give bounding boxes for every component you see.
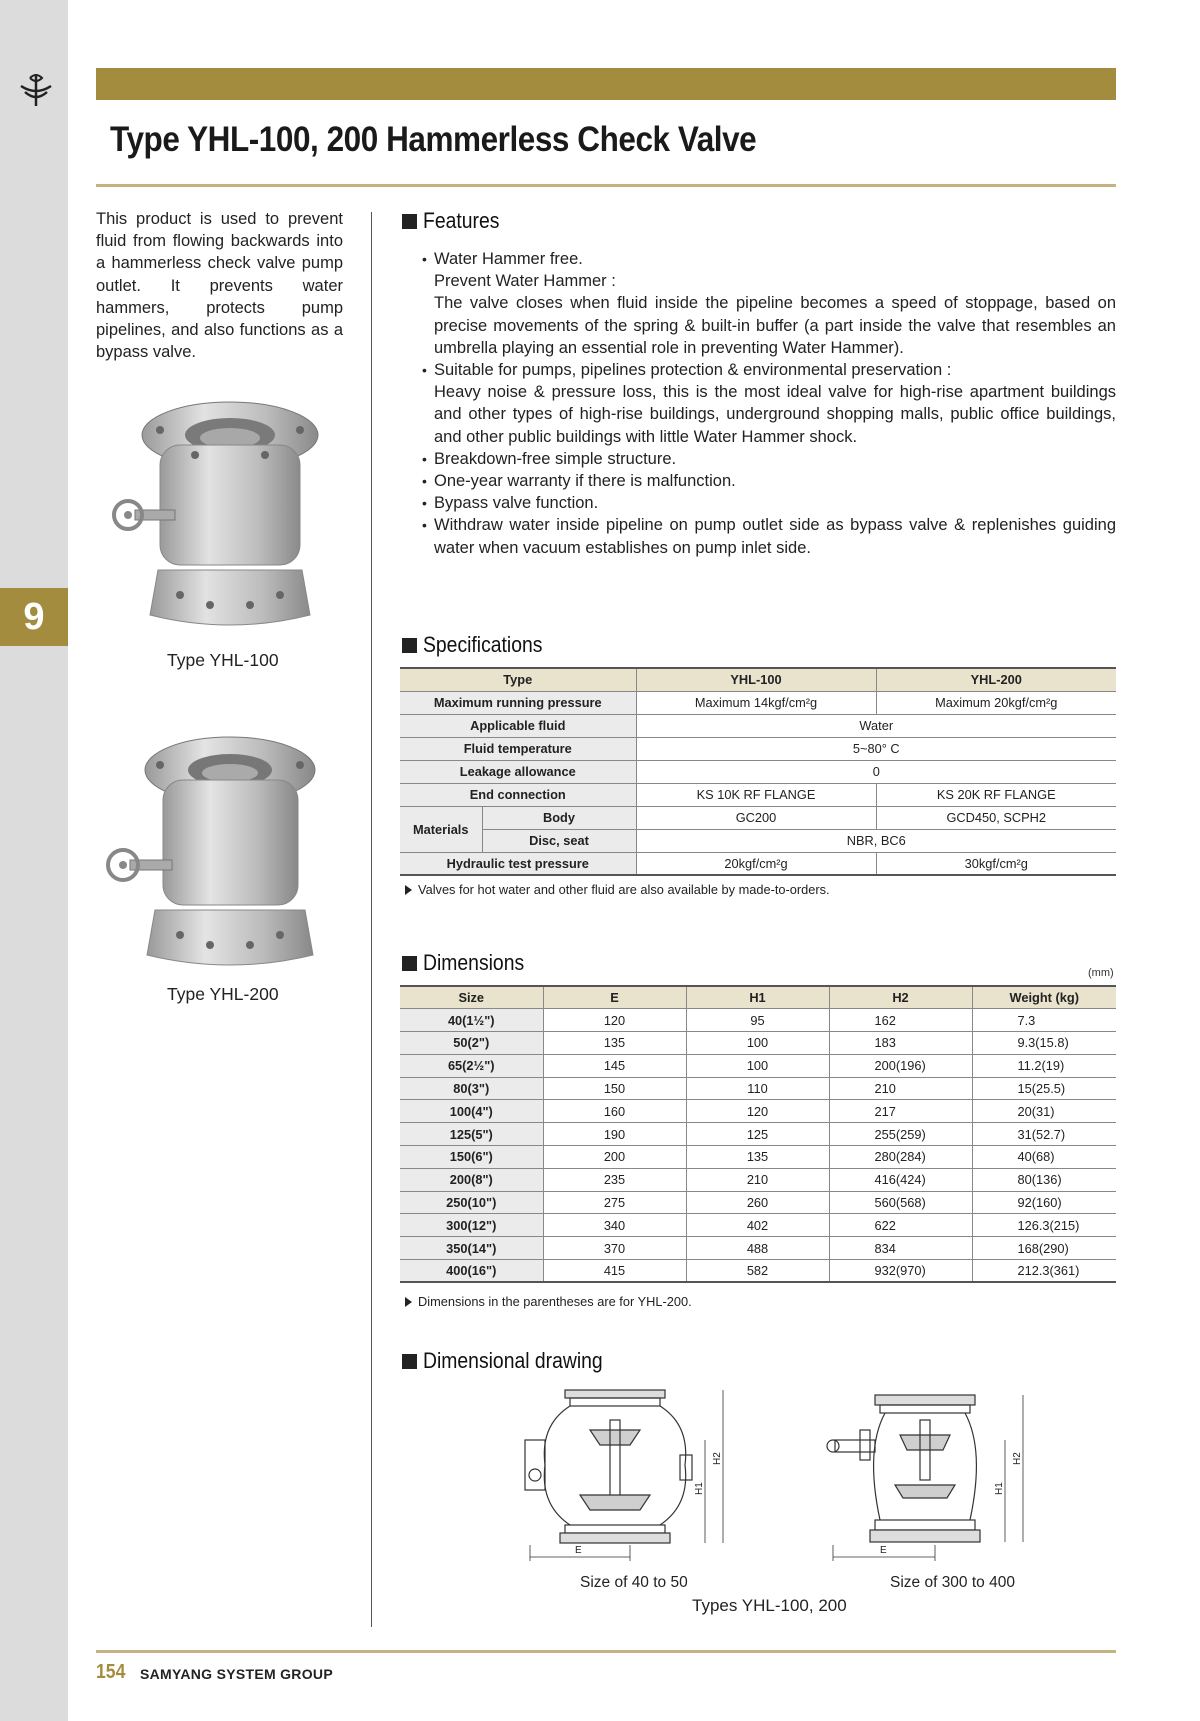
row-label: Maximum running pressure [400, 691, 636, 714]
table-row [400, 1214, 1116, 1237]
table-cell: 582 [686, 1260, 829, 1283]
table-cell: 200 [543, 1146, 686, 1169]
row-label-materials: Materials [400, 806, 482, 852]
company-name: SAMYANG SYSTEM GROUP [140, 1666, 333, 1682]
table-row [400, 783, 1116, 806]
company-logo-icon [17, 70, 55, 108]
feature-item: • Suitable for pumps, pipelines protection & environmental preservation : [423, 359, 1116, 381]
header-yhl-200: YHL-200 [876, 668, 1116, 691]
table-cell: 212.3(361) [972, 1260, 1116, 1283]
valve-yhl-200-image [105, 735, 330, 970]
label-h1: H1 [994, 1482, 1005, 1495]
table-cell: 110 [686, 1077, 829, 1100]
row-label: End connection [400, 783, 636, 806]
feature-item: • Bypass valve function. [423, 492, 1116, 514]
size-cell: 350(14") [400, 1237, 543, 1260]
table-row [400, 1054, 1116, 1077]
table-row [400, 737, 1116, 760]
row-label: Fluid temperature [400, 737, 636, 760]
size-cell: 100(4") [400, 1100, 543, 1123]
size-cell: 300(12") [400, 1214, 543, 1237]
table-cell: KS 20K RF FLANGE [876, 783, 1116, 806]
table-row [400, 1009, 1116, 1032]
table-cell: 622 [829, 1214, 972, 1237]
row-label: Body [482, 806, 636, 829]
table-cell: 100 [686, 1054, 829, 1077]
bullet-square-icon [402, 1354, 417, 1369]
size-cell: 65(2½") [400, 1054, 543, 1077]
table-cell: NBR, BC6 [636, 829, 1116, 852]
table-cell: 5~80° C [636, 737, 1116, 760]
table-row [400, 806, 1116, 829]
table-cell: 9.3(15.8) [972, 1032, 1116, 1055]
column-header: Weight (kg) [972, 986, 1116, 1009]
specifications-heading: Specifications [402, 632, 559, 658]
chapter-tab: 9 [0, 588, 68, 646]
header-bar [96, 68, 1116, 100]
size-cell: 50(2") [400, 1032, 543, 1055]
caption-yhl-100: Type YHL-100 [167, 650, 279, 670]
table-cell: 135 [543, 1032, 686, 1055]
table-cell: 125 [686, 1123, 829, 1146]
table-cell: 370 [543, 1237, 686, 1260]
feature-item: • Water Hammer free. [423, 248, 1116, 270]
table-cell: 95 [686, 1009, 829, 1032]
table-cell: 30kgf/cm²g [876, 852, 1116, 875]
title-divider [96, 184, 1116, 187]
label-h2: H2 [712, 1452, 723, 1465]
table-cell: 415 [543, 1260, 686, 1283]
size-cell: 150(6") [400, 1146, 543, 1169]
table-row [400, 1260, 1116, 1283]
table-row [400, 852, 1116, 875]
features-heading: Features [402, 208, 510, 234]
intro-text: This product is used to prevent fluid from flowing backwards into a hammerless check valve pump outlet. It prevents water hammers, protects pump pipelines, and also functions as a bypass valve. [96, 210, 343, 362]
page-title: Type YHL-100, 200 Hammerless Check Valve [110, 120, 757, 159]
feature-detail: The valve closes when fluid inside the pipeline becomes a speed of stoppage, based on precise movements of the spring & built-in buffer (a part inside the valve that resembles an umbrella playing an essential role in preventing Water Hammer). [434, 294, 1116, 357]
table-cell: 260 [686, 1191, 829, 1214]
table-cell: 92(160) [972, 1191, 1116, 1214]
features-list [423, 248, 1116, 559]
column-header: E [543, 986, 686, 1009]
table-cell: GCD450, SCPH2 [876, 806, 1116, 829]
table-cell: 488 [686, 1237, 829, 1260]
drawing-caption-small: Size of 40 to 50 [580, 1574, 688, 1591]
table-header-row [400, 668, 1116, 691]
table-cell: 31(52.7) [972, 1123, 1116, 1146]
row-label: Hydraulic test pressure [400, 852, 636, 875]
size-cell: 250(10") [400, 1191, 543, 1214]
table-cell: 40(68) [972, 1146, 1116, 1169]
label-e: E [575, 1545, 582, 1556]
feature-item: • Breakdown-free simple structure. [423, 448, 1116, 470]
table-cell: 200(196) [829, 1054, 972, 1077]
table-row [400, 691, 1116, 714]
size-cell: 40(1½") [400, 1009, 543, 1032]
size-cell: 200(8") [400, 1168, 543, 1191]
feature-item: • One-year warranty if there is malfunction. [423, 470, 1116, 492]
table-cell: Maximum 20kgf/cm²g [876, 691, 1116, 714]
drawing-heading: Dimensional drawing [402, 1348, 627, 1374]
table-cell: Water [636, 714, 1116, 737]
size-cell: 125(5") [400, 1123, 543, 1146]
triangle-right-icon [405, 1297, 412, 1307]
table-row [400, 1123, 1116, 1146]
table-cell: 280(284) [829, 1146, 972, 1169]
table-cell: 340 [543, 1214, 686, 1237]
drawing-caption-large: Size of 300 to 400 [890, 1574, 1015, 1591]
feature-detail: Prevent Water Hammer : [434, 272, 616, 291]
table-cell: 162 [829, 1009, 972, 1032]
table-header-row [400, 986, 1116, 1009]
table-cell: 20(31) [972, 1100, 1116, 1123]
table-cell: 275 [543, 1191, 686, 1214]
table-cell: 402 [686, 1214, 829, 1237]
table-cell: 210 [686, 1168, 829, 1191]
table-cell: 120 [543, 1009, 686, 1032]
table-cell: 80(136) [972, 1168, 1116, 1191]
bullet-square-icon [402, 956, 417, 971]
specifications-table [400, 667, 1116, 876]
table-cell: 145 [543, 1054, 686, 1077]
row-label: Leakage allowance [400, 760, 636, 783]
table-cell: 217 [829, 1100, 972, 1123]
drawing-caption-main: Types YHL-100, 200 [692, 1596, 847, 1615]
caption-yhl-200: Type YHL-200 [167, 984, 279, 1004]
dimensions-heading: Dimensions [402, 950, 538, 976]
table-row [400, 760, 1116, 783]
table-row [400, 1191, 1116, 1214]
header-type: Type [400, 668, 636, 691]
table-cell: KS 10K RF FLANGE [636, 783, 876, 806]
table-cell: 20kgf/cm²g [636, 852, 876, 875]
table-row [400, 1237, 1116, 1260]
column-header: Size [400, 986, 543, 1009]
table-cell: 0 [636, 760, 1116, 783]
triangle-right-icon [405, 885, 412, 895]
footer-divider [96, 1650, 1116, 1653]
column-header: H2 [829, 986, 972, 1009]
bullet-square-icon [402, 214, 417, 229]
drawing-large-size [825, 1390, 1035, 1565]
row-label: Disc, seat [482, 829, 636, 852]
table-cell: 15(25.5) [972, 1077, 1116, 1100]
table-row [400, 714, 1116, 737]
specifications-note: Valves for hot water and other fluid are also available by made-to-orders. [405, 882, 830, 897]
column-header: H1 [686, 986, 829, 1009]
dimensions-table [400, 985, 1116, 1283]
label-h2: H2 [1012, 1452, 1023, 1465]
table-row [400, 1032, 1116, 1055]
row-label: Applicable fluid [400, 714, 636, 737]
column-divider [371, 212, 372, 1627]
table-cell: 160 [543, 1100, 686, 1123]
feature-detail: Heavy noise & pressure loss, this is the most ideal valve for high-rise apartment buildings and other types of high-rise buildings, underground shopping malls, public office buildings, and other public buildings with little Water Hammer shock. [434, 383, 1116, 446]
table-cell: 416(424) [829, 1168, 972, 1191]
table-cell: 210 [829, 1077, 972, 1100]
table-cell: 255(259) [829, 1123, 972, 1146]
unit-label: (mm) [1088, 967, 1114, 979]
table-cell: 932(970) [829, 1260, 972, 1283]
page-number: 154 [96, 1661, 126, 1683]
table-cell: 120 [686, 1100, 829, 1123]
bullet-square-icon [402, 638, 417, 653]
feature-item: • Withdraw water inside pipeline on pump outlet side as bypass valve & replenishes guiding water when vacuum establishes on pump inlet side. [423, 514, 1116, 558]
size-cell: 80(3") [400, 1077, 543, 1100]
table-row [400, 1168, 1116, 1191]
label-h1: H1 [694, 1482, 705, 1495]
table-cell: Maximum 14kgf/cm²g [636, 691, 876, 714]
table-cell: 100 [686, 1032, 829, 1055]
table-cell: 190 [543, 1123, 686, 1146]
drawing-small-size [520, 1385, 735, 1565]
table-cell: GC200 [636, 806, 876, 829]
valve-yhl-100-image [110, 400, 330, 630]
table-row [400, 1077, 1116, 1100]
table-cell: 11.2(19) [972, 1054, 1116, 1077]
table-cell: 168(290) [972, 1237, 1116, 1260]
table-row [400, 1100, 1116, 1123]
table-cell: 135 [686, 1146, 829, 1169]
header-yhl-100: YHL-100 [636, 668, 876, 691]
size-cell: 400(16") [400, 1260, 543, 1283]
table-row [400, 829, 1116, 852]
dimensions-note: Dimensions in the parentheses are for YHL-200. [405, 1294, 692, 1309]
table-cell: 183 [829, 1032, 972, 1055]
table-cell: 235 [543, 1168, 686, 1191]
table-cell: 7.3 [972, 1009, 1116, 1032]
table-cell: 126.3(215) [972, 1214, 1116, 1237]
side-strip [0, 0, 68, 1721]
table-row [400, 1146, 1116, 1169]
table-cell: 150 [543, 1077, 686, 1100]
table-cell: 560(568) [829, 1191, 972, 1214]
label-e: E [880, 1545, 887, 1556]
table-cell: 834 [829, 1237, 972, 1260]
